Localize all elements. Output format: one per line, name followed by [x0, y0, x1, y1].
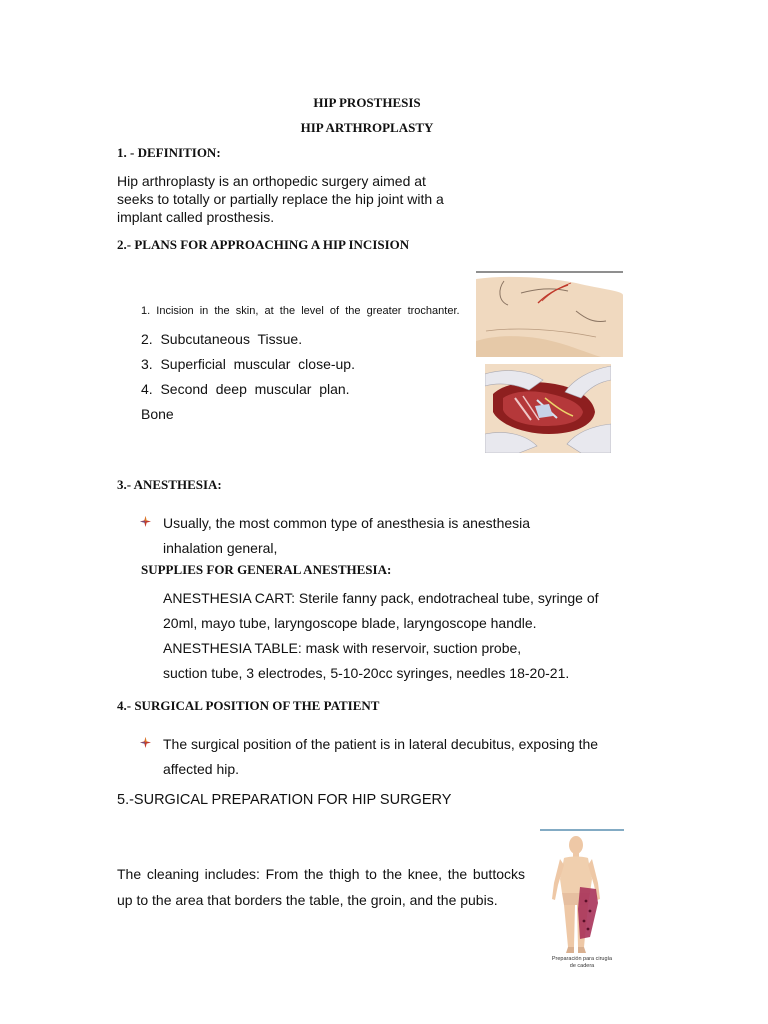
step-text: 1. Incision in the skin, at the level of the greater trochanter.	[141, 305, 460, 317]
anesthesia-bullet-text	[163, 511, 530, 561]
supplies-line: ANESTHESIA TABLE: mask with reservoir, suction probe,	[163, 640, 522, 656]
section-heading-surgical-preparation: 5.-SURGICAL PREPARATION FOR HIP SURGERY	[117, 792, 452, 808]
bullet-line: inhalation general,	[163, 540, 278, 556]
caption-line: de cadera	[569, 963, 595, 969]
four-point-star-bullet-icon	[140, 514, 151, 532]
incision-step-1	[141, 305, 498, 317]
paragraph-line: up to the area that borders the table, the groin, and the pubis.	[117, 892, 498, 908]
supplies-line: suction tube, 3 electrodes, 5-10-20cc syringes, needles 18-20-21.	[163, 665, 570, 681]
section-heading-incision-plans: 2.- PLANS FOR APPROACHING A HIP INCISION	[117, 237, 410, 252]
supplies-line: 20ml, mayo tube, laryngoscope blade, laryngoscope handle.	[163, 615, 537, 631]
body-preparation-illustration	[540, 829, 624, 973]
document-title: HIP PROSTHESIS	[313, 95, 421, 110]
paragraph-line: Hip arthroplasty is an orthopedic surgery aimed at	[117, 173, 426, 189]
incision-step-3: 3. Superficial muscular close-up.	[141, 356, 355, 372]
surgical-exposure-photo	[485, 364, 611, 453]
document-subtitle: HIP ARTHROPLASTY	[300, 120, 434, 135]
incision-step-5: Bone	[141, 406, 174, 422]
caption-line: Preparación para cirugía	[551, 956, 613, 962]
bullet-line: Usually, the most common type of anesthesia is anesthesia	[163, 515, 531, 531]
body-preparation-drawing	[540, 829, 624, 973]
supplies-line: ANESTHESIA CART: Sterile fanny pack, endotracheal tube, syringe of	[163, 590, 599, 606]
section-heading-anesthesia: 3.- ANESTHESIA:	[117, 477, 222, 492]
supplies-heading-text: SUPPLIES FOR GENERAL ANESTHESIA:	[141, 562, 392, 577]
paragraph-line: implant called prosthesis.	[117, 209, 275, 225]
skin-incision-illustration	[476, 271, 623, 357]
incision-step-4: 4. Second deep muscular plan.	[141, 381, 350, 397]
supplies-list	[163, 586, 599, 686]
definition-paragraph	[117, 172, 444, 226]
skin-incision-drawing	[476, 271, 623, 357]
section-heading-surgical-position: 4.- SURGICAL POSITION OF THE PATIENT	[117, 698, 380, 713]
bullet-line: The surgical position of the patient is in lateral decubitus, exposing the	[163, 736, 599, 752]
paragraph-line: seeks to totally or partially replace the hip joint with a	[117, 191, 444, 207]
incision-step-2: 2. Subcutaneous Tissue.	[141, 331, 303, 347]
four-point-star-bullet-icon	[140, 735, 151, 753]
cleaning-paragraph	[117, 861, 525, 913]
bullet-line: affected hip.	[163, 761, 240, 777]
illustration-caption	[540, 956, 624, 970]
section-heading-definition: 1. - DEFINITION:	[117, 145, 221, 160]
surgical-exposure-drawing	[485, 364, 611, 453]
paragraph-line: The cleaning includes: From the thigh to the knee, the buttocks	[117, 866, 525, 882]
supplies-heading	[141, 562, 391, 578]
surgical-position-bullet-text	[163, 732, 598, 782]
